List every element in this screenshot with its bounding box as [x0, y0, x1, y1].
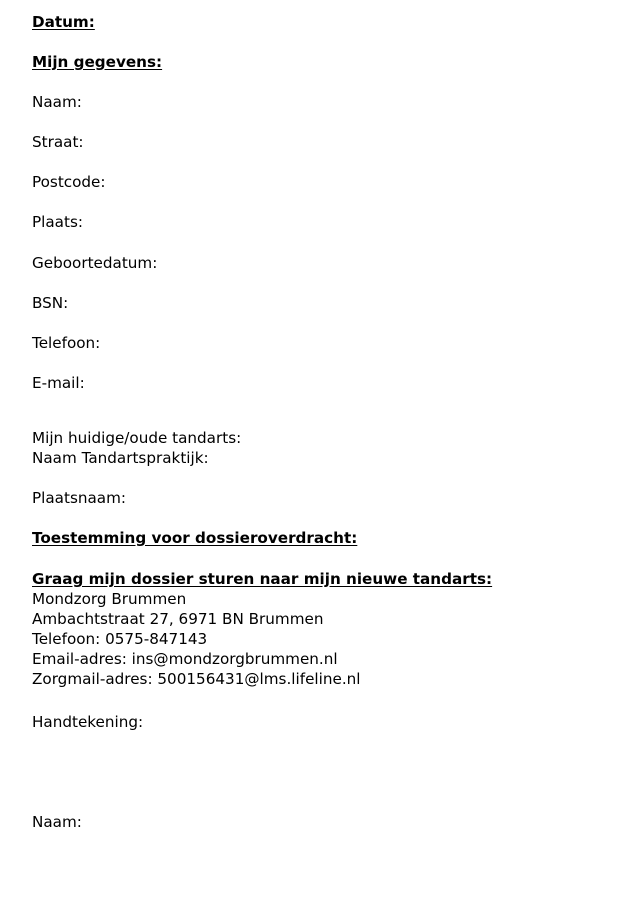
- telefoon-label: Telefoon:: [32, 334, 101, 352]
- datum-label: Datum:: [32, 13, 95, 31]
- plaatsnaam-label: Plaatsnaam:: [32, 489, 127, 507]
- geboortedatum-label: Geboortedatum:: [32, 254, 158, 272]
- new-dentist-email: Email-adres: ins@mondzorgbrummen.nl: [32, 650, 338, 668]
- new-dentist-zorgmail: Zorgmail-adres: 500156431@lms.lifeline.nl: [32, 670, 361, 688]
- old-dentist-intro: Mijn huidige/oude tandarts:: [32, 429, 242, 447]
- handtekening-label: Handtekening:: [32, 713, 144, 731]
- signature-naam-label: Naam:: [32, 813, 82, 831]
- new-dentist-heading: Graag mijn dossier sturen naar mijn nieuwe tandarts:: [32, 570, 493, 588]
- new-dentist-address: Ambachtstraat 27, 6971 BN Brummen: [32, 610, 324, 628]
- mijn-gegevens-heading: Mijn gegevens:: [32, 53, 163, 71]
- consent-heading: Toestemming voor dossieroverdracht:: [32, 529, 358, 547]
- bsn-label: BSN:: [32, 294, 69, 312]
- email-label: E-mail:: [32, 374, 85, 392]
- postcode-label: Postcode:: [32, 173, 106, 191]
- straat-label: Straat:: [32, 133, 84, 151]
- praktijk-label: Naam Tandartspraktijk:: [32, 449, 209, 467]
- plaats-label: Plaats:: [32, 213, 83, 231]
- new-dentist-name: Mondzorg Brummen: [32, 590, 187, 608]
- naam-label: Naam:: [32, 93, 82, 111]
- new-dentist-phone: Telefoon: 0575-847143: [32, 630, 208, 648]
